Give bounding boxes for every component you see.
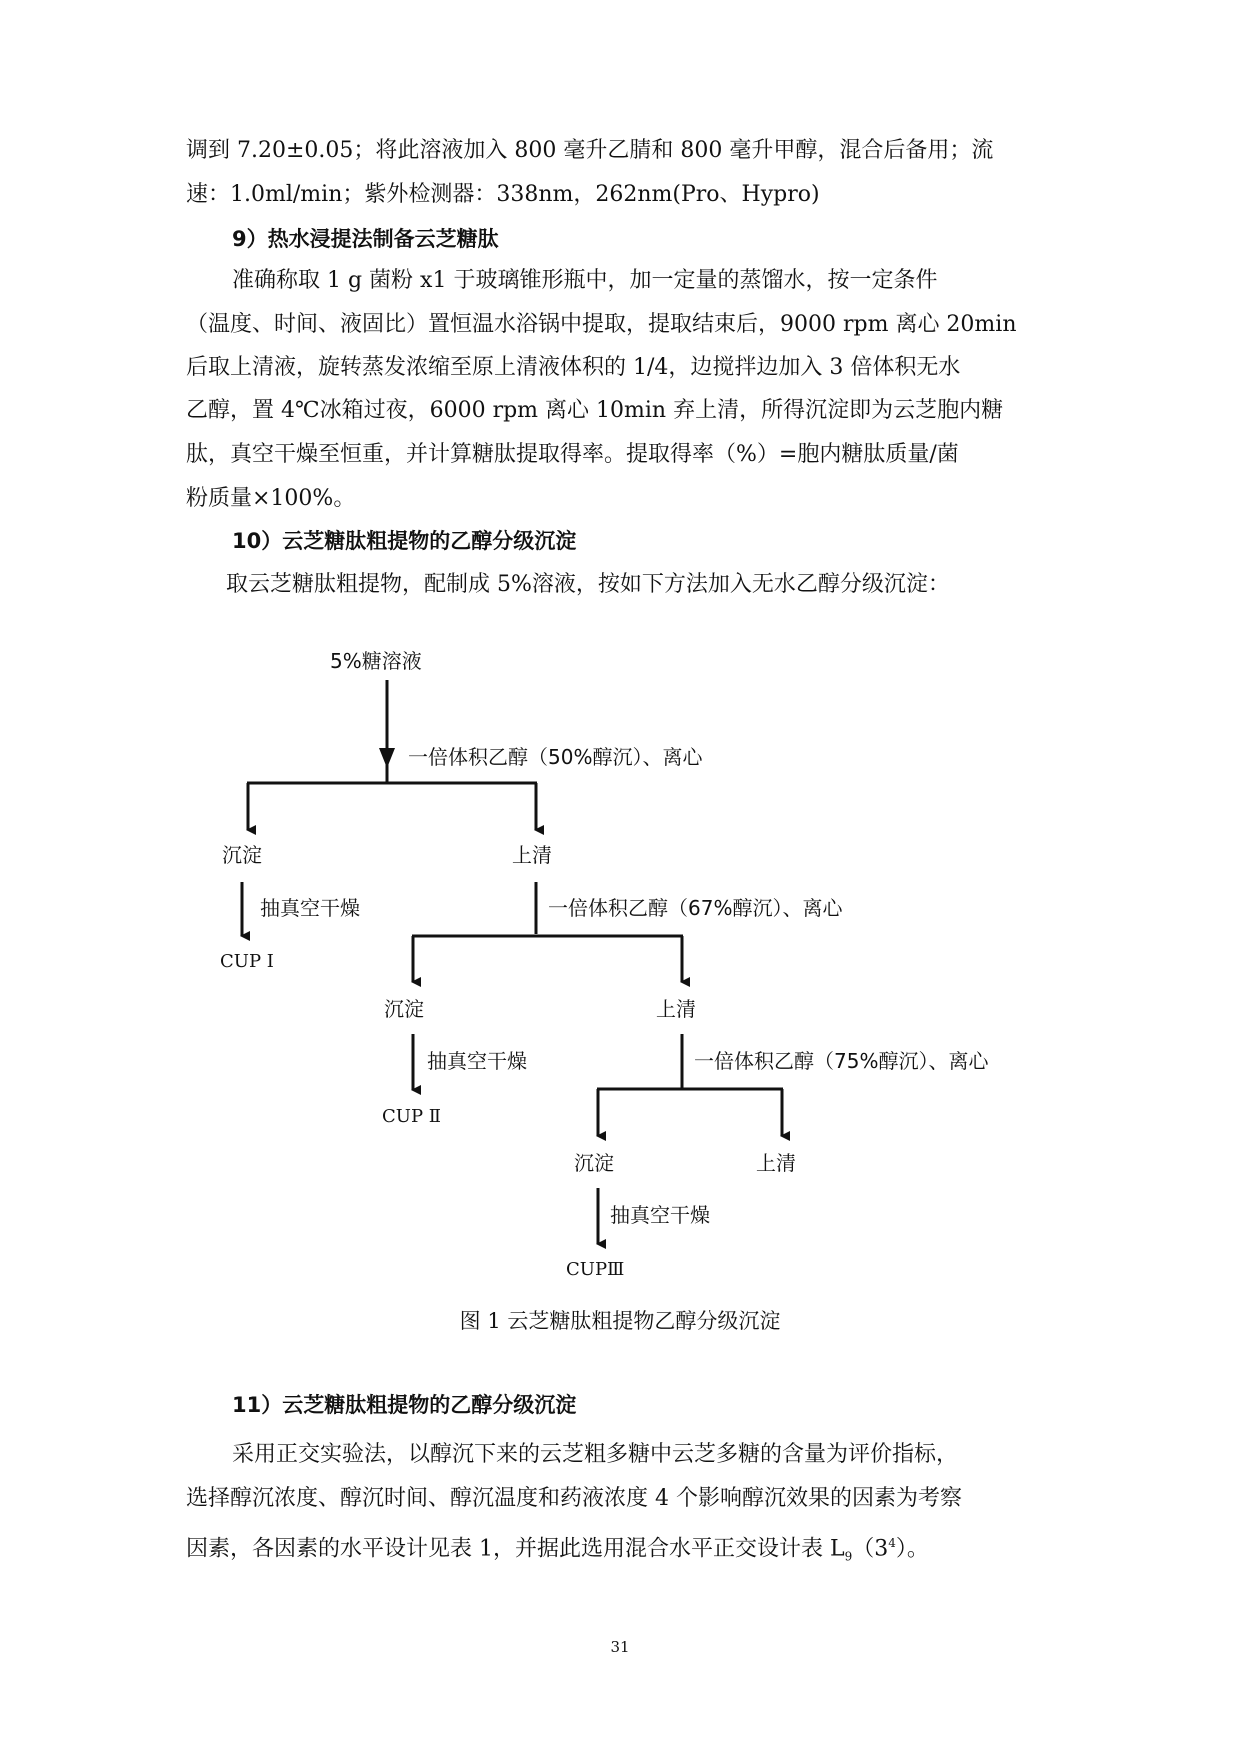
flow-cup1: CUP Ⅰ	[220, 951, 274, 972]
flow-precipitate-2: 沉淀	[384, 997, 424, 1021]
formula-paren-close: ）。	[895, 1536, 929, 1562]
paragraph-line-with-formula	[186, 1528, 1056, 1572]
flow-precipitate-1: 沉淀	[222, 843, 262, 867]
flow-step3-label: 一倍体积乙醇（75%醇沉）、离心	[694, 1049, 989, 1073]
paragraph-line: 采用正交实验法，以醇沉下来的云芝粗多糖中云芝多糖的含量为评价指标，	[232, 1442, 959, 1467]
paragraph-line: 肽，真空干燥至恒重，并计算糖肽提取得率。提取得率（%）=胞内糖肽质量/菌	[186, 442, 959, 467]
flow-dry-1: 抽真空干燥	[260, 896, 360, 920]
section-heading-11: 11）云芝糖肽粗提物的乙醇分级沉淀	[232, 1393, 577, 1417]
flow-start-label: 5%糖溶液	[330, 649, 422, 673]
paragraph-line: 选择醇沉浓度、醇沉时间、醇沉温度和药液浓度 4 个影响醇沉效果的因素为考察	[186, 1486, 962, 1511]
flow-supernatant-2: 上清	[656, 997, 696, 1021]
figure-caption: 图 1 云芝糖肽粗提物乙醇分级沉淀	[459, 1309, 781, 1333]
formula-superscript: 4	[888, 1536, 896, 1550]
paragraph-line: 乙醇，置 4℃冰箱过夜，6000 rpm 离心 10min 弃上清，所得沉淀即为云芝胞内糖	[186, 398, 1004, 423]
flow-cup3: CUPⅢ	[566, 1259, 625, 1280]
paragraph-line: 准确称取 1 g 菌粉 x1 于玻璃锥形瓶中，加一定量的蒸馏水，按一定条件	[232, 268, 938, 293]
formula-paren-open: （3	[852, 1536, 889, 1562]
paragraph-line: 粉质量×100%。	[186, 486, 356, 511]
page-number: 31	[610, 1638, 630, 1656]
paragraph-line: （温度、时间、液固比）置恒温水浴锅中提取，提取结束后，9000 rpm 离心 20min	[186, 312, 1017, 337]
paragraph-line: 调到 7.20±0.05；将此溶液加入 800 毫升乙腈和 800 毫升甲醇，混合后备用；流	[186, 138, 994, 163]
section-heading-10: 10）云芝糖肽粗提物的乙醇分级沉淀	[232, 529, 577, 553]
paragraph-line: 速：1.0ml/min；紫外检测器：338nm，262nm(Pro、Hypro)	[186, 182, 820, 207]
formula-subscript: 9	[844, 1549, 853, 1564]
paragraph-line: 取云芝糖肽粗提物，配制成 5%溶液，按如下方法加入无水乙醇分级沉淀：	[226, 572, 950, 597]
flow-precipitate-3: 沉淀	[574, 1151, 614, 1175]
flow-step1-label: 一倍体积乙醇（50%醇沉）、离心	[408, 745, 703, 769]
flow-supernatant-1: 上清	[512, 843, 552, 867]
flow-dry-3: 抽真空干燥	[610, 1203, 710, 1227]
flow-supernatant-3: 上清	[756, 1151, 796, 1175]
paragraph-line: 后取上清液，旋转蒸发浓缩至原上清液体积的 1/4，边搅拌边加入 3 倍体积无水	[186, 355, 961, 380]
flow-cup2: CUP Ⅱ	[382, 1106, 442, 1127]
formula-text: 因素，各因素的水平设计见表 1，并据此选用混合水平正交设计表 L	[186, 1536, 845, 1562]
flow-dry-2: 抽真空干燥	[427, 1049, 527, 1073]
flow-step2-label: 一倍体积乙醇（67%醇沉）、离心	[548, 896, 843, 920]
section-heading-9: 9）热水浸提法制备云芝糖肽	[232, 227, 499, 251]
